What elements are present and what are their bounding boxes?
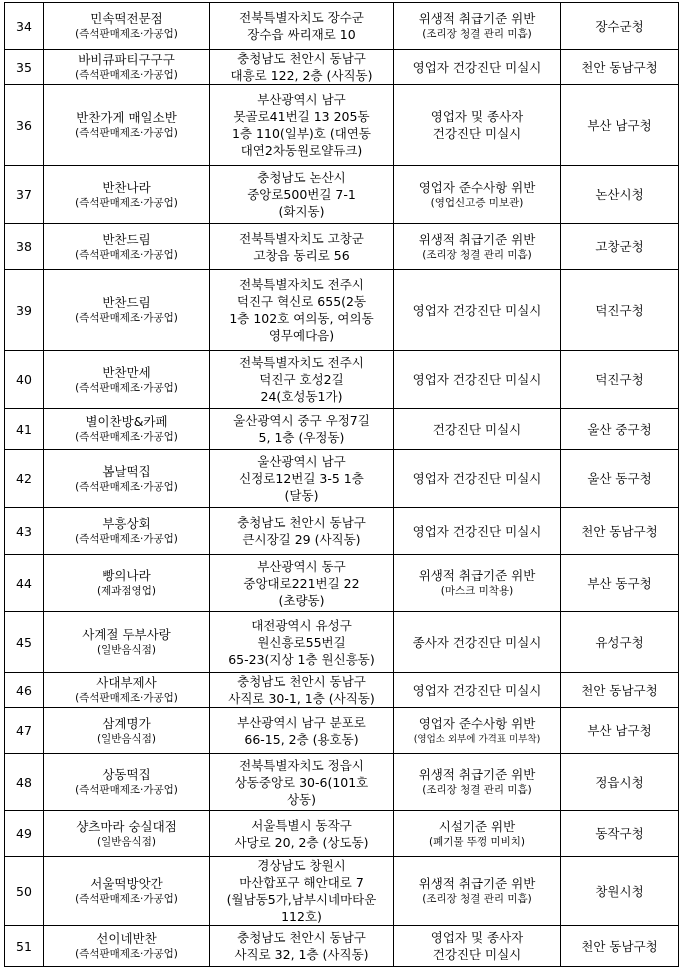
table-row [5, 811, 679, 857]
violation-text: 위생적 취급기준 위반 [418, 231, 536, 247]
business-cell [44, 754, 210, 811]
business-cell [44, 351, 210, 409]
violation-detail: (영업소 외부에 가격표 미부착) [413, 733, 541, 745]
agency-cell: 동작구청 [561, 811, 679, 857]
business-cell [44, 85, 210, 166]
table-row [5, 50, 679, 85]
business-name: 봄날떡집 [102, 463, 151, 479]
address-cell [210, 754, 394, 811]
violation-text: 위생적 취급기준 위반 [418, 876, 536, 891]
business-name: 사계절 두부사랑 [82, 627, 171, 642]
business-cell [44, 50, 210, 85]
agency-cell: 유성구청 [561, 612, 679, 673]
business-name: 바비큐파티구구구 [78, 52, 175, 67]
agency-cell: 정읍시청 [561, 754, 679, 811]
row-number: 38 [5, 224, 44, 270]
violation-cell [394, 508, 561, 555]
address-line: 66-15, 2층 (용호동) [244, 731, 359, 747]
violation-cell [394, 3, 561, 50]
agency-cell: 고창군청 [561, 224, 679, 270]
address-cell [210, 857, 394, 926]
violation-detail: (조리장 청결 관리 미흡) [422, 784, 532, 796]
business-cell [44, 166, 210, 224]
violation-table [4, 2, 679, 967]
table-row [5, 612, 679, 673]
agency-cell: 천안 동남구청 [561, 673, 679, 708]
business-cell [44, 409, 210, 450]
violation-cell [394, 166, 561, 224]
violation-cell [394, 450, 561, 508]
table-row [5, 166, 679, 224]
address-cell [210, 612, 394, 673]
business-name: 부흥상회 [102, 516, 151, 531]
business-cell [44, 673, 210, 708]
address-cell [210, 270, 394, 351]
address-line: 덕진구 혁신로 655(2동 [236, 294, 367, 309]
address-line: 전북특별자치도 고창군 [239, 230, 364, 246]
row-number: 45 [5, 612, 44, 673]
row-number: 48 [5, 754, 44, 811]
address-cell [210, 50, 394, 85]
business-cell [44, 857, 210, 926]
address-line: 고창읍 동리로 56 [253, 247, 350, 263]
table-row [5, 754, 679, 811]
violation-cell [394, 811, 561, 857]
address-line: 영무예다음) [268, 328, 335, 343]
row-number: 39 [5, 270, 44, 351]
agency-cell: 덕진구청 [561, 270, 679, 351]
violation-detail: (조리장 청결 관리 미흡) [422, 248, 532, 261]
agency-cell: 부산 남구청 [561, 708, 679, 754]
address-line: 상동) [286, 791, 317, 807]
violation-cell [394, 555, 561, 612]
business-name: 서울떡방앗간 [90, 876, 163, 891]
address-line: 24(호성동1가) [260, 389, 343, 404]
violation-cell [394, 85, 561, 166]
violation-cell [394, 612, 561, 673]
violation-detail: (마스크 미착용) [440, 585, 514, 597]
business-type: (즉석판매제조·가공업) [75, 948, 178, 960]
violation-text: 종사자 건강진단 미실시 [412, 634, 542, 650]
address-line: 부산광역시 남구 [257, 92, 346, 107]
business-type: (즉석판매제조·가공업) [75, 28, 178, 40]
address-cell [210, 508, 394, 555]
address-cell [210, 673, 394, 708]
violation-cell [394, 270, 561, 351]
violation-text: 영업자 건강진단 미실시 [412, 302, 542, 318]
address-line: 원신흥로55번길 [257, 634, 346, 650]
business-name: 반찬드림 [102, 231, 151, 247]
row-number: 51 [5, 926, 44, 967]
address-line: (화지동) [278, 204, 325, 219]
table-row [5, 270, 679, 351]
business-name: 별이찬방&카페 [85, 414, 168, 429]
address-line: 사직로 30-1, 1층 (사직동) [228, 691, 375, 706]
row-number: 41 [5, 409, 44, 450]
violation-cell [394, 351, 561, 409]
violation-text: 영업자 건강진단 미실시 [412, 682, 542, 698]
violation-text: 영업자 및 종사자 [430, 109, 524, 124]
address-line: 큰시장길 29 (사직동) [242, 532, 361, 547]
business-type: (일반음식점) [97, 732, 156, 745]
address-cell [210, 351, 394, 409]
violation-text: 영업자 준수사항 위반 [418, 715, 536, 731]
address-line: 충청남도 천안시 동남구 [237, 515, 366, 530]
violation-cell [394, 224, 561, 270]
address-line: (달동) [284, 488, 319, 503]
business-type: (제과점영업) [97, 585, 156, 597]
business-name: 민속떡전문점 [90, 11, 163, 26]
violation-text: 영업자 건강진단 미실시 [412, 471, 542, 486]
agency-cell: 천안 동남구청 [561, 508, 679, 555]
business-name: 사대부제사 [96, 675, 157, 690]
address-line: 신정로12번길 3-5 1층 [239, 471, 364, 486]
violation-text: 위생적 취급기준 위반 [418, 11, 536, 26]
agency-cell: 부산 남구청 [561, 85, 679, 166]
business-type: (즉석판매제조·가공업) [75, 480, 178, 493]
business-cell [44, 708, 210, 754]
address-line: 마산합포구 해안대로 7 [239, 875, 364, 890]
address-line: 울산광역시 남구 [257, 454, 346, 469]
agency-cell: 논산시청 [561, 166, 679, 224]
table-row [5, 224, 679, 270]
business-name: 선이네반찬 [96, 931, 157, 946]
address-line: 충청남도 논산시 [257, 170, 346, 185]
business-name: 상동떡집 [102, 767, 151, 782]
agency-cell: 장수군청 [561, 3, 679, 50]
address-line: 5, 1층 (우정동) [258, 430, 345, 445]
row-number: 49 [5, 811, 44, 857]
address-cell [210, 708, 394, 754]
business-type: (즉석판매제조·가공업) [75, 692, 178, 704]
agency-cell: 천안 동남구청 [561, 50, 679, 85]
table-row [5, 857, 679, 926]
agency-cell: 덕진구청 [561, 351, 679, 409]
business-type: (일반음식점) [97, 644, 156, 656]
business-cell [44, 926, 210, 967]
row-number: 36 [5, 85, 44, 166]
agency-cell: 천안 동남구청 [561, 926, 679, 967]
address-line: 전북특별자치도 정읍시 [239, 757, 364, 773]
address-line: 전북특별자치도 전주시 [239, 277, 364, 292]
violation-detail: (조리장 청결 관리 미흡) [422, 28, 532, 40]
table-row [5, 450, 679, 508]
business-cell [44, 555, 210, 612]
violation-text: 건강진단 미실시 [432, 421, 522, 437]
business-cell [44, 508, 210, 555]
business-cell [44, 270, 210, 351]
business-type: (즉석판매제조·가공업) [75, 248, 178, 261]
row-number: 44 [5, 555, 44, 612]
table-row [5, 926, 679, 967]
business-cell [44, 811, 210, 857]
address-cell [210, 811, 394, 857]
table-row [5, 3, 679, 50]
violation-cell [394, 857, 561, 926]
table-body [5, 3, 679, 967]
violation-text: 영업자 건강진단 미실시 [412, 372, 542, 387]
row-number: 35 [5, 50, 44, 85]
business-type: (즉석판매제조·가공업) [75, 381, 178, 394]
business-cell [44, 612, 210, 673]
violation-detail: (조리장 청결 관리 미흡) [422, 893, 532, 905]
business-name: 샹츠마라 숭실대점 [76, 818, 177, 834]
address-line: 전북특별자치도 전주시 [239, 355, 364, 370]
violation-text: 위생적 취급기준 위반 [418, 568, 536, 583]
address-line: 중앙대로221번길 22 [243, 575, 360, 591]
table-row [5, 85, 679, 166]
address-cell [210, 166, 394, 224]
business-cell [44, 224, 210, 270]
violation-detail: 건강진단 미실시 [432, 126, 522, 141]
business-cell [44, 3, 210, 50]
business-name: 삼계명가 [102, 715, 151, 731]
address-line: 못골로41번길 13 205동 [233, 109, 370, 124]
violation-text: 영업자 건강진단 미실시 [412, 523, 542, 539]
business-type: (즉석판매제조·가공업) [75, 312, 178, 324]
violation-cell [394, 708, 561, 754]
address-line: 상동중앙로 30-6(101호 [234, 774, 369, 790]
business-type: (즉석판매제조·가공업) [75, 784, 178, 796]
address-line: 전북특별자치도 장수군 [239, 10, 364, 25]
violation-detail: (폐기물 뚜껑 미비치) [428, 835, 525, 848]
address-cell [210, 224, 394, 270]
row-number: 34 [5, 3, 44, 50]
business-name: 빵의나라 [102, 568, 151, 583]
table-row [5, 708, 679, 754]
business-name: 반찬만세 [102, 364, 151, 380]
address-line: 사직로 32, 1층 (사직동) [234, 947, 369, 962]
address-cell [210, 450, 394, 508]
address-line: 부산광역시 동구 [257, 558, 346, 574]
agency-cell: 울산 중구청 [561, 409, 679, 450]
table-row [5, 351, 679, 409]
address-line: 사당로 20, 2층 (상도동) [234, 834, 369, 850]
business-type: (즉석판매제조·가공업) [75, 893, 178, 905]
violation-text: 영업자 및 종사자 [430, 930, 524, 945]
row-number: 50 [5, 857, 44, 926]
row-number: 46 [5, 673, 44, 708]
business-name: 반찬나라 [102, 179, 151, 195]
violation-text: 위생적 취급기준 위반 [418, 767, 536, 782]
business-type: (즉석판매제조·가공업) [75, 196, 178, 209]
violation-cell [394, 409, 561, 450]
table-row [5, 673, 679, 708]
business-type: (즉석판매제조·가공업) [75, 431, 178, 443]
address-line: 부산광역시 남구 분포로 [237, 714, 366, 730]
address-cell [210, 3, 394, 50]
address-line: 1층 102호 여의동, 여의동 [229, 311, 374, 326]
table-row [5, 508, 679, 555]
business-type: (즉석판매제조·가공업) [75, 127, 178, 139]
address-line: (초량동) [278, 592, 325, 608]
address-line: 대연2차동원로얄듀크) [240, 143, 363, 158]
business-name: 반찬드림 [102, 295, 151, 310]
address-line: 경상남도 창원시 [257, 858, 346, 873]
address-line: 대흥로 122, 2층 (사직동) [230, 68, 373, 83]
row-number: 42 [5, 450, 44, 508]
business-type: (즉석판매제조·가공업) [75, 533, 178, 545]
address-cell [210, 85, 394, 166]
address-line: (월남동5가,남부시네마타운 [226, 892, 377, 907]
address-line: 울산광역시 중구 우정7길 [233, 413, 370, 428]
address-cell [210, 555, 394, 612]
row-number: 37 [5, 166, 44, 224]
agency-cell: 창원시청 [561, 857, 679, 926]
violation-cell [394, 926, 561, 967]
agency-cell: 울산 동구청 [561, 450, 679, 508]
violation-cell [394, 50, 561, 85]
business-name: 반찬가게 매일소반 [76, 110, 177, 125]
address-line: 덕진구 호성2길 [259, 372, 344, 387]
address-line: 충청남도 천안시 동남구 [237, 674, 366, 689]
row-number: 43 [5, 508, 44, 555]
violation-text: 시설기준 위반 [438, 818, 516, 834]
address-line: 65-23(지상 1층 원신흥동) [228, 651, 375, 667]
address-line: 충청남도 천안시 동남구 [237, 51, 366, 66]
violation-cell [394, 754, 561, 811]
business-type: (일반음식점) [97, 835, 156, 848]
business-cell [44, 450, 210, 508]
address-line: 대전광역시 유성구 [251, 617, 352, 633]
agency-cell: 부산 동구청 [561, 555, 679, 612]
address-line: 충청남도 천안시 동남구 [237, 930, 366, 945]
address-line: 112호) [281, 909, 322, 924]
table-row [5, 409, 679, 450]
address-line: 서울특별시 동작구 [251, 817, 352, 833]
violation-text: 영업자 건강진단 미실시 [412, 59, 542, 75]
address-line: 중앙로500번길 7-1 [247, 187, 356, 202]
table-row [5, 555, 679, 612]
address-cell [210, 926, 394, 967]
violation-detail: (영업신고증 미보관) [430, 196, 524, 209]
violation-text: 영업자 준수사항 위반 [418, 179, 536, 195]
violation-detail: 건강진단 미실시 [432, 947, 522, 962]
address-line: 1층 110(일부)호 (대연동 [232, 126, 371, 141]
address-cell [210, 409, 394, 450]
business-type: (즉석판매제조·가공업) [75, 69, 178, 81]
violation-cell [394, 673, 561, 708]
row-number: 47 [5, 708, 44, 754]
address-line: 장수읍 싸리재로 10 [247, 27, 356, 42]
row-number: 40 [5, 351, 44, 409]
